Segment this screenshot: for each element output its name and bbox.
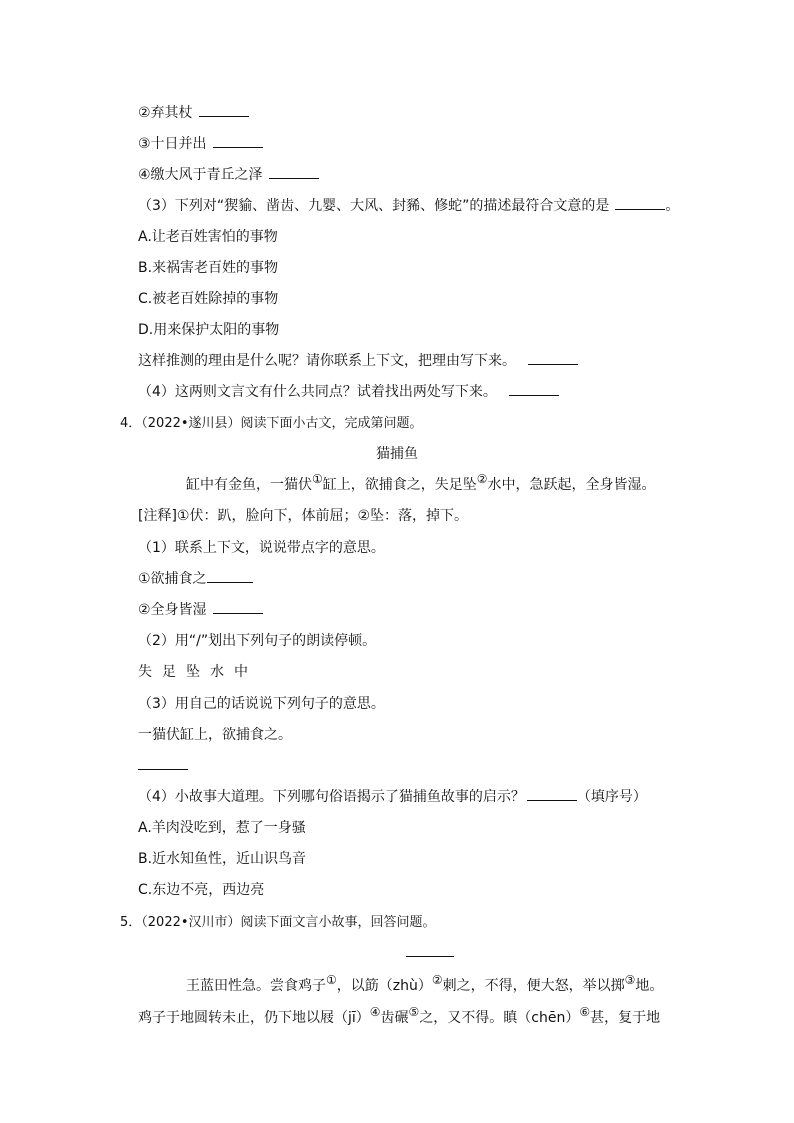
passage-fragment: 刺之，不得，便大怒，举以掷 xyxy=(442,978,625,994)
question-text: （4）小故事大道理。下列哪句俗语揭示了猫捕鱼故事的启示？ xyxy=(138,789,525,805)
footnote-marker: ① xyxy=(326,973,337,987)
option-b-2 xyxy=(138,849,306,869)
option-c xyxy=(138,289,278,309)
answer-line-4-1a xyxy=(138,569,253,589)
answer-blank[interactable] xyxy=(138,768,188,770)
question-3-3 xyxy=(138,196,679,216)
sentence-char[interactable]: 水 xyxy=(210,664,224,680)
note-text: [注释]①伏：趴，脸向下，体前屈；②坠：落，掉下。 xyxy=(138,508,469,524)
answer-line-4-3 xyxy=(138,756,188,776)
translate-sentence xyxy=(138,725,292,745)
question-heading-text: 5．（2022•汉川市）阅读下面文言小故事，回答问题。 xyxy=(120,915,436,930)
passage-fragment: 之，又不得。瞋（chēn） xyxy=(419,1010,580,1026)
sentence-char[interactable]: 坠 xyxy=(186,664,200,680)
passage-fragment: 鸡子于地圆转未止，仍下地以屐（jī） xyxy=(138,1010,370,1026)
question-text: （3）下列对“猰貐、凿齿、九婴、大风、封豨、修蛇”的描述最符合文意的是 xyxy=(138,198,610,214)
line-text: ④缴大风于青丘之泽 xyxy=(138,167,263,183)
option-a xyxy=(138,227,278,247)
option-d xyxy=(138,320,279,340)
passage-title-blank xyxy=(406,943,454,963)
option-text: C.东边不亮，西边亮 xyxy=(138,882,265,898)
question-4-4 xyxy=(138,787,647,807)
passage-fragment: 甚，复于地 xyxy=(590,1010,661,1026)
sentence-char[interactable]: 足 xyxy=(162,664,176,680)
line-text: ①欲捕食之 xyxy=(138,571,207,587)
pause-sentence xyxy=(138,662,258,682)
line-text: ②全身皆湿 xyxy=(138,602,207,618)
sentence-text: 一猫伏缸上，欲捕食之。 xyxy=(138,727,292,743)
passage-5-line-2 xyxy=(138,1005,661,1028)
passage-5-line-1 xyxy=(186,973,664,996)
question-5-heading xyxy=(120,912,436,933)
passage-fragment: ，以筯（zhù） xyxy=(336,978,432,994)
footnote-marker: ⑤ xyxy=(408,1005,420,1019)
answer-blank[interactable] xyxy=(199,115,249,117)
footnote-marker: ① xyxy=(312,472,323,486)
answer-line-3 xyxy=(138,134,263,154)
footnote-marker: ④ xyxy=(369,1005,381,1019)
option-text: A.羊肉没吃到，惹了一身骚 xyxy=(138,820,306,836)
reason-line xyxy=(138,351,578,371)
line-text: ③十日并出 xyxy=(138,136,207,152)
option-text: B.来祸害老百姓的事物 xyxy=(138,260,279,276)
option-a-2 xyxy=(138,818,306,838)
question-text: （4）这两则文言文有什么共同点？试着找出两处写下来。 xyxy=(138,384,497,400)
option-text: A.让老百姓害怕的事物 xyxy=(138,229,278,245)
answer-blank[interactable] xyxy=(406,955,454,957)
question-3-4 xyxy=(138,382,559,402)
question-end: 。 xyxy=(665,198,680,214)
answer-line-4-1b xyxy=(138,600,263,620)
passage-fragment: 缸上，欲捕食之，失足坠 xyxy=(322,477,477,493)
passage-fragment: 地。 xyxy=(635,978,664,994)
option-text: C.被老百姓除掉的事物 xyxy=(138,291,279,307)
passage-text xyxy=(186,472,656,495)
question-text: 这样推测的理由是什么呢？请你联系上下文，把理由写下来。 xyxy=(138,353,516,369)
passage-fragment: 王蓝田性急。尝食鸡子 xyxy=(186,978,326,994)
sentence-char[interactable]: 中 xyxy=(234,664,248,680)
option-c-2 xyxy=(138,880,264,900)
footnote-marker: ② xyxy=(476,472,488,486)
footnote-marker: ⑥ xyxy=(579,1005,591,1019)
answer-blank[interactable] xyxy=(509,394,559,396)
question-4-2 xyxy=(138,631,376,651)
answer-blank[interactable] xyxy=(207,581,253,583)
line-text: ②弃其杖 xyxy=(138,105,193,121)
passage-title xyxy=(0,444,794,464)
title-text: 猫捕鱼 xyxy=(376,446,418,462)
footnote-marker: ② xyxy=(431,973,443,987)
answer-blank[interactable] xyxy=(213,146,263,148)
answer-blank[interactable] xyxy=(615,208,665,210)
question-hint: （填序号） xyxy=(576,789,647,805)
question-4-3 xyxy=(138,694,385,714)
answer-line-2 xyxy=(138,103,249,123)
question-text: （1）联系上下文，说说带点字的意思。 xyxy=(138,540,385,556)
footnote-marker: ③ xyxy=(624,973,636,987)
question-text: （2）用“/”划出下列句子的朗读停顿。 xyxy=(138,633,377,649)
sentence-char[interactable]: 失 xyxy=(138,664,152,680)
option-b xyxy=(138,258,278,278)
answer-line-4 xyxy=(138,165,319,185)
question-4-1 xyxy=(138,538,385,558)
answer-blank[interactable] xyxy=(528,363,578,365)
answer-blank[interactable] xyxy=(213,612,263,614)
question-text: （3）用自己的话说说下列句子的意思。 xyxy=(138,696,385,712)
answer-blank[interactable] xyxy=(527,799,577,801)
option-text: D.用来保护太阳的事物 xyxy=(138,322,280,338)
question-heading-text: 4．（2022•遂川县）阅读下面小古文，完成第问题。 xyxy=(120,416,423,431)
passage-fragment: 齿碾 xyxy=(380,1010,409,1026)
option-text: B.近水知鱼性，近山识鸟音 xyxy=(138,851,307,867)
answer-blank[interactable] xyxy=(269,177,319,179)
passage-fragment: 水中，急跃起，全身皆湿。 xyxy=(487,477,656,493)
passage-fragment: 缸中有金鱼，一猫伏 xyxy=(186,477,312,493)
question-4-heading xyxy=(120,413,423,434)
passage-notes xyxy=(138,506,468,526)
